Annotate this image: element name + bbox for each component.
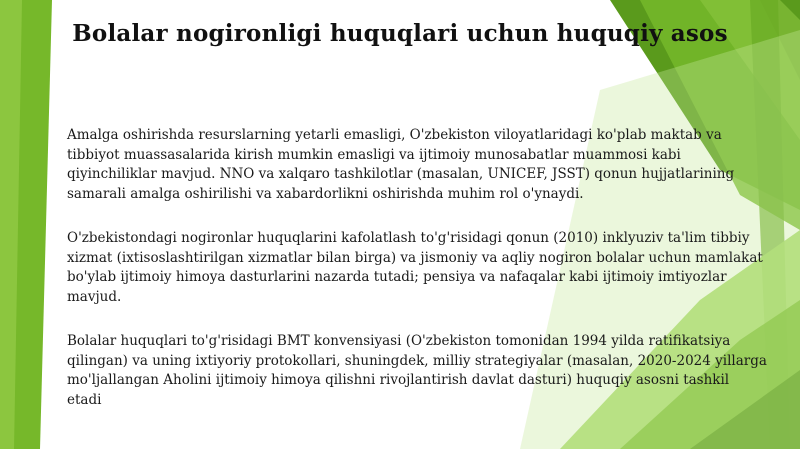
slide-title: Bolalar nogironligi huquqlari uchun huquqiy asos <box>72 20 728 47</box>
paragraph-un-convention: Bolalar huquqlari to'g'risidagi BMT konvensiyasi (O'zbekiston tomonidan 1994 yilda ratifikatsiya qilingan) va uning ixtiyoriy protokollari, shuningdek, milliy strategiyalar (masalan, 2020-2024 yillarga mo'ljallangan Aholini ijtimoiy himoya qilishni rivojlantirish davlat dasturi) huquqiy asosni tashkil etadi <box>67 333 767 408</box>
paragraph-challenges: Amalga oshirishda resurslarning yetarli emasligi, O'zbekiston viloyatlaridagi ko'plab maktab va tibbiyot muassasalarida kirish mumkin emasligi va ijtimoiy munosabatlar muammosi kabi qiyinchiliklar mavjud. NNO va xalqaro tashkilotlar (masalan, UNICEF, JSST) qonun hujjatlarining samarali amalga oshirilishi va xabardorlikni oshirishda muhim rol o'ynaydi. <box>67 127 735 202</box>
paragraph-national-law: O'zbekistondagi nogironlar huquqlarini kafolatlash to'g'risidagi qonun (2010) inklyuziv ta'lim tibbiy xizmat (ixtisoslashtirilgan xizmatlar bilan birga) va jismoniy va aqliy nogiron bolalar uchun mamlakat bo'ylab ijtimoiy himoya dasturlarini nazarda tutadi; pensiya va nafaqalar kabi ijtimoiy imtiyozlar mavjud. <box>67 230 763 305</box>
